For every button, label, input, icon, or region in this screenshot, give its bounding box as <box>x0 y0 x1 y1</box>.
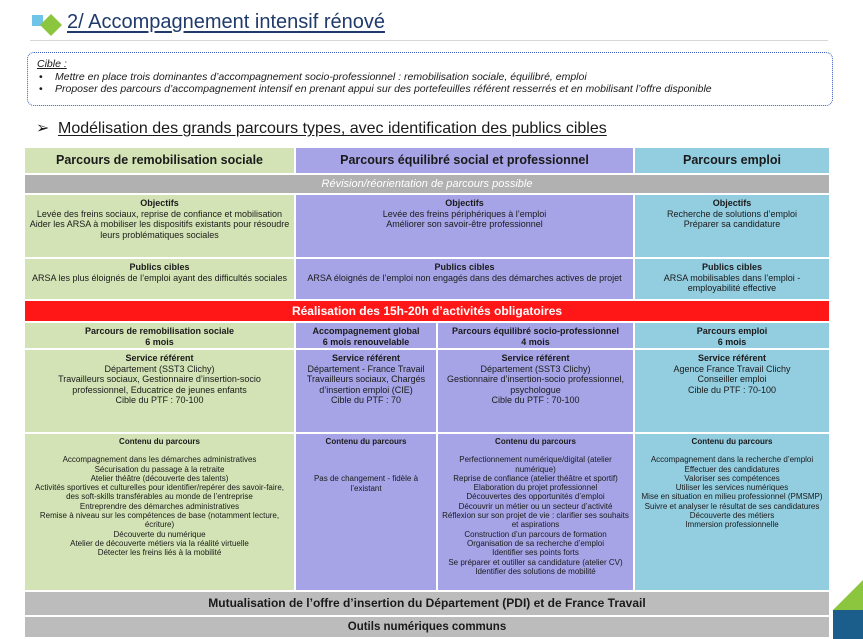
realisation-banner: Réalisation des 15h-20h d’activités obligatoires <box>25 301 829 321</box>
service-label: Service référent <box>125 353 194 363</box>
service-label: Service référent <box>331 353 401 363</box>
parcours-title: Parcours emploi <box>696 326 768 336</box>
section-title-text: Modélisation des grands parcours types, avec identification des publics cibles <box>58 120 607 137</box>
parcours-duration: 6 mois renouvelable <box>322 336 410 347</box>
publics-emploi <box>635 259 829 299</box>
parcours-equilibre <box>438 323 633 348</box>
publics-text: ARSA mobilisables dans l’emploi - employabilité effective <box>663 272 801 294</box>
objectifs-text: Levée des freins périphériques à l’emploi Améliorer son savoir-être professionnel <box>382 208 547 230</box>
objectifs-text: Levée des freins sociaux, reprise de confiance et mobilisation Aider les ARSA à mobiliser les dispositifs existants pour résoudre leurs problématiques sociales <box>29 208 290 240</box>
contenu-text: Accompagnement dans les démarches administratives Sécurisation du passage à la retraite Atelier théâtre (découverte des talents) Activités sportives et culturelles pour identifier/repérer des savoir-faire, des soft-skills transférables au monde de l’entreprise Entreprendre des démarches administratives Remise à niveau sur les compétences de base (notamment lecture, écriture) Découverte du numérique Atelier de découverte métiers via la réalité virtuelle Détecter les freins liés à la mobilité <box>35 455 284 558</box>
parcours-duration: 4 mois <box>521 336 550 347</box>
parcours-title: Accompagnement global <box>312 326 420 336</box>
contenu-emploi <box>635 434 829 590</box>
objectifs-label: Objectifs <box>712 198 752 208</box>
logo-icon <box>30 12 66 38</box>
header-remobilisation: Parcours de remobilisation sociale <box>25 148 294 173</box>
publics-remobilisation <box>25 259 294 299</box>
service-text: Département (SST3 Clichy) Gestionnaire d’insertion-socio professionnel, psychologue Cible du PTF : 70-100 <box>446 363 625 406</box>
objectifs-text: Recherche de solutions d’emploi Préparer sa candidature <box>666 208 798 230</box>
cible-item: • Proposer des parcours d’accompagnement intensif en prenant appui sur des portefeuilles référent resserrés et en mobilisant l’offre disponible <box>37 83 823 96</box>
contenu-label: Contenu du parcours <box>325 437 407 446</box>
contenu-label: Contenu du parcours <box>691 437 773 446</box>
contenu-text: Accompagnement dans la recherche d’emploi Effectuer des candidatures Valoriser ses compétences Utiliser les services numériques Mise en situation en milieu professionnel (PMSMP) Suivre et analyser le résultat de ses candidatures Découverte des métiers Immersion professionnelle <box>641 455 823 530</box>
contenu-text: Pas de changement - fidèle à l’existant <box>313 474 419 493</box>
corner-decoration-icon <box>833 580 863 639</box>
service-text: Département (SST3 Clichy) Travailleurs sociaux, Gestionnaire d’insertion-socio professionnel, Educatrice de jeunes enfants Cible du PTF : 70-100 <box>58 363 261 406</box>
parcours-title: Parcours de remobilisation sociale <box>84 326 235 336</box>
parcours-emploi <box>635 323 829 348</box>
contenu-label: Contenu du parcours <box>119 437 200 446</box>
publics-label: Publics cibles <box>701 262 763 272</box>
publics-label: Publics cibles <box>129 262 190 272</box>
objectifs-emploi <box>635 195 829 257</box>
service-label: Service référent <box>697 353 767 363</box>
publics-text: ARSA les plus éloignés de l’emploi ayant des difficultés sociales <box>32 272 287 283</box>
cible-title: Cible : <box>37 58 67 70</box>
contenu-global <box>296 434 436 590</box>
parcours-duration: 6 mois <box>717 336 747 347</box>
publics-text: ARSA éloignés de l’emploi non engagés dans des démarches actives de projet <box>307 272 622 283</box>
contenu-text: Perfectionnement numérique/digital (atelier numérique) Reprise de confiance (atelier théâtre et sportif) Elaboration du projet professionnel Découvertes des opportunités d’emploi Découvrir un métier ou un secteur d’activité Réflexion sur son projet de vie : clarifier ses souhaits et aspirations Construction d’un parcours de formation Organisation de sa recherche d’emploi Identifier ses points forts Se préparer et outiller sa candidature (atelier CV) Identifier des solutions de mobilité <box>442 455 629 576</box>
contenu-label: Contenu du parcours <box>495 437 576 446</box>
cible-box <box>27 52 833 106</box>
arrow-icon: ➢ <box>36 120 50 137</box>
slide-header <box>0 0 863 46</box>
service-equilibre <box>438 350 633 432</box>
objectifs-remobilisation <box>25 195 294 257</box>
service-label: Service référent <box>501 353 570 363</box>
contenu-equilibre <box>438 434 633 590</box>
publics-label: Publics cibles <box>434 262 495 272</box>
cible-item: • Mettre en place trois dominantes d’accompagnement socio-professionnel : remobilisation sociale, équilibré, emploi <box>37 71 823 84</box>
divider <box>30 40 828 41</box>
parcours-global <box>296 323 436 348</box>
service-text: Agence France Travail Clichy Conseiller emploi Cible du PTF : 70-100 <box>673 363 791 395</box>
section-title <box>36 118 607 138</box>
objectifs-equilibre <box>296 195 633 257</box>
header-equilibre: Parcours équilibré social et professionnel <box>296 148 633 173</box>
parcours-table <box>25 148 829 636</box>
parcours-title: Parcours équilibré socio-professionnel <box>451 326 620 336</box>
contenu-remobilisation <box>25 434 294 590</box>
mutualisation-banner: Mutualisation de l’offre d’insertion du Département (PDI) et de France Travail <box>25 592 829 615</box>
revision-banner: Révision/réorientation de parcours possible <box>25 175 829 193</box>
parcours-duration: 6 mois <box>145 336 174 347</box>
publics-equilibre <box>296 259 633 299</box>
service-text: Département - France Travail Travailleurs sociaux, Chargés d’insertion emploi (CIE) Cible du PTF : 70 <box>306 363 426 406</box>
parcours-remobilisation <box>25 323 294 348</box>
objectifs-label: Objectifs <box>140 198 179 208</box>
service-remobilisation <box>25 350 294 432</box>
service-global <box>296 350 436 432</box>
service-emploi <box>635 350 829 432</box>
outils-banner: Outils numériques communs <box>25 617 829 637</box>
header-emploi: Parcours emploi <box>635 148 829 173</box>
page-title: 2/ Accompagnement intensif rénové <box>67 11 385 33</box>
objectifs-label: Objectifs <box>445 198 484 208</box>
